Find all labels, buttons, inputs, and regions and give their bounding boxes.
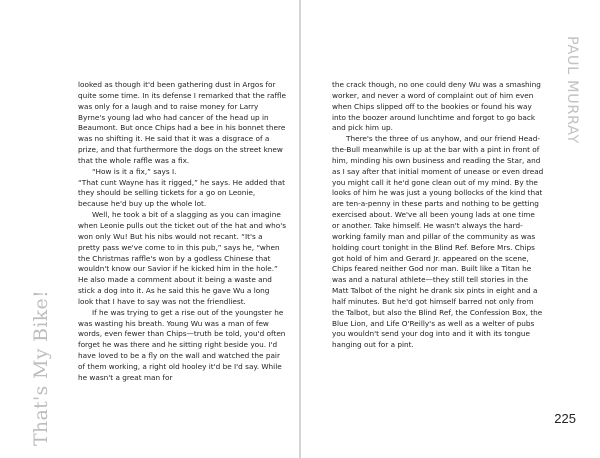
right-page: [301, 0, 600, 458]
running-title: That's My Bike!: [30, 289, 52, 446]
running-author: PAUL MURRAY: [564, 36, 580, 144]
left-paragraph: Well, he took a bit of a slagging as you can imagine when Leonie pulls out the ticket out of the hat and who's won only Wu! But his nibs would not recant. “It's a pretty pass we've come to in this pub,” says he, “when the Christmas raffle's won by a godless Chinese that wouldn't know our Savior if he kicked him in the hole.” He also made a comment about it being a waste and stick a dog into it. As he said this he gave Wu a long look that I have to say was not the friendliest.: [78, 210, 287, 306]
left-paragraph: If he was trying to get a rise out of the youngster he was wasting his breath. Young Wu was a man of few words, even fewer than Chips—truth be told, you'd often forget he was there and he sitting right beside you. I'd have loved to be a fly on the wall and watched the pair of them working, a right old hooley it'd be I'd say. While he wasn't a great man for: [78, 307, 286, 382]
right-paragraph: There's the three of us anyhow, and our friend Head-the-Bull meanwhile is up at the bar with a pint in front of him, minding his own business and reading the Star, and as I say after that initial moment of unease or even dread you might call it he'd gone clean out of my mind. By the looks of him he was just a young bollocks of the kind that are ten-a-penny in these parts and nothing to be getting exercised about. We've all been young lads at one time or another. Take himself. He wasn't always the hard-working family man and pillar of the community as was holding court tonight in the Blind Ref. Before Mrs. Chips got hold of him and Gerard Jr. appeared on the scene, Chips feared neither God nor man. Built like a Titan he was and a natural athlete—they still tell stories in the Matt Talbot of the night he drank six pints in eight and a half minutes. But he'd got himself barred not only from the Talbot, but also the Blind Ref, the Confession Box, the Blue Lion, and Life O'Reilly's as well as a welter of pubs you wouldn't send your dog into and it with its tongue hanging out for a pint.: [332, 134, 544, 350]
left-page: [0, 0, 299, 458]
page-number: 225: [554, 411, 576, 426]
left-paragraph: “That cunt Wayne has it rigged,” he says. He added that they should be selling tickets for a go on Leonie, because he'd buy up the whole lot.: [78, 177, 285, 209]
right-page-body: [332, 80, 544, 351]
right-paragraph: the crack though, no one could deny Wu was a smashing worker, and never a word of complaint out of him even when Chips slipped off to the bookies or found his way into the boozer around lunchtime and forgot to go back and pick him up.: [332, 80, 541, 133]
left-paragraph: looked as though it'd been gathering dust in Argos for quite some time. In its defense I remarked that the raffle was only for a laugh and to raise money for Larry Byrne's young lad who had cancer of the head up in Beaumont. But once Chips had a bee in his bonnet there was no shifting it. He said that it was a disgrace of a prize, and that furthermore the dogs on the street knew that the whole raffle was a fix.: [78, 80, 287, 165]
left-paragraph: “How is it a fix,” says I.: [92, 166, 177, 176]
left-page-body: [78, 80, 286, 384]
